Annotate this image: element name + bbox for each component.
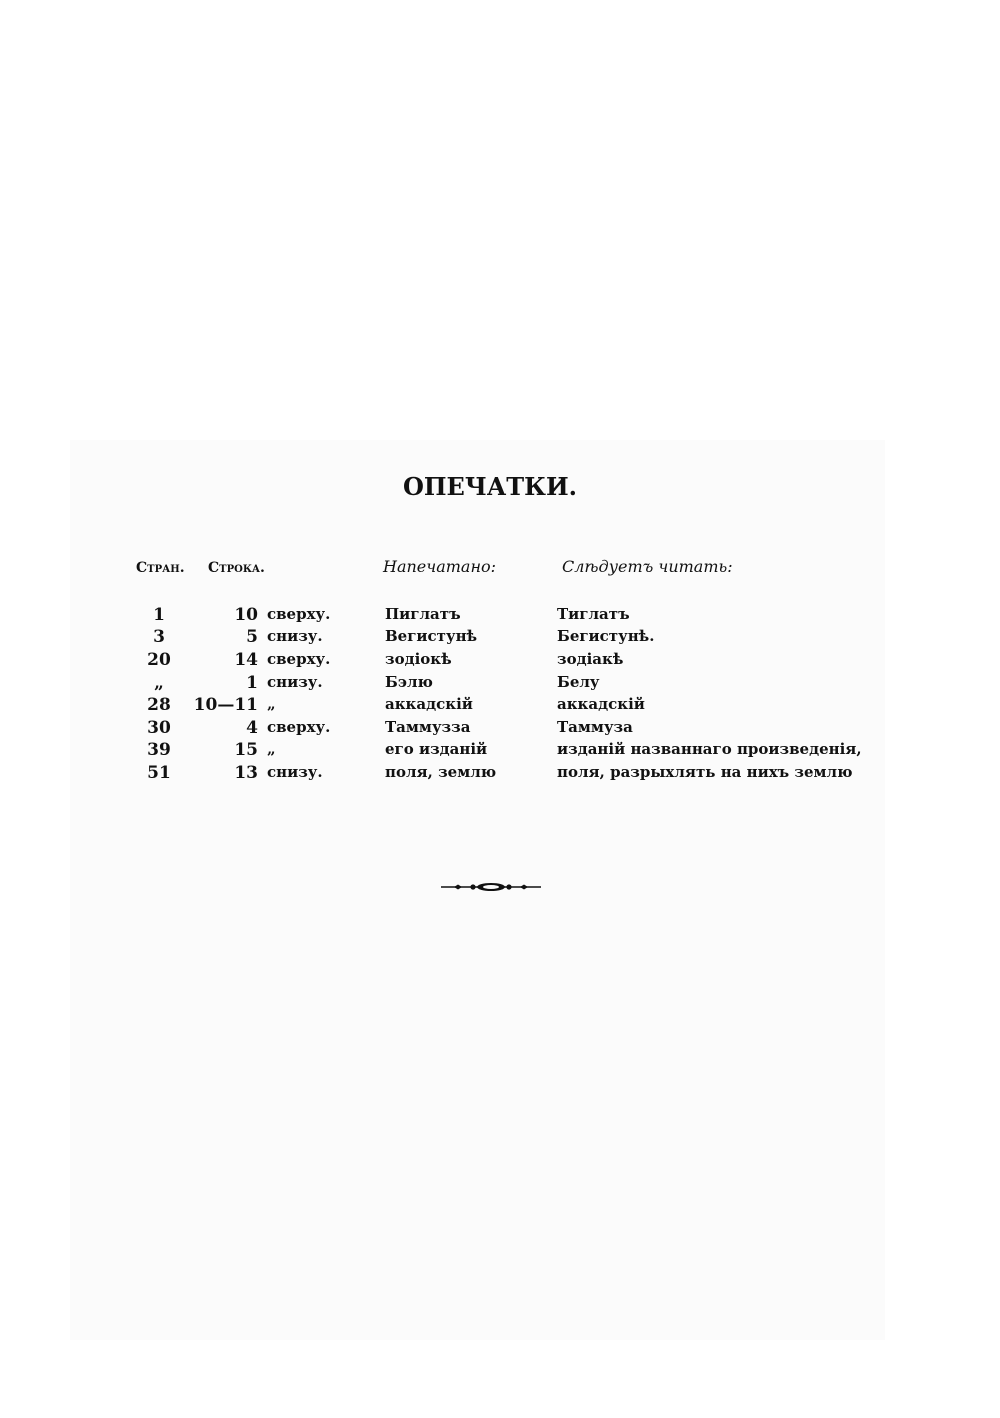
table-row [0,740,1000,762]
table-row [0,605,1000,627]
cell-line: 10 [234,605,258,625]
table-row [0,673,1000,695]
cell-direction: сверху. [267,650,331,668]
cell-correct: поля, разрыхлять на нихъ землю [557,763,853,781]
cell-line: 10—11 [193,695,258,715]
table-row [0,718,1000,740]
cell-page: 3 [153,627,165,647]
cell-direction: снизу. [267,627,323,645]
cell-correct: изданій названнаго произведенія, [557,740,862,758]
cell-line: 1 [246,673,258,693]
header-correct: Слѣдуетъ читать: [562,557,733,576]
cell-printed: Бэлю [385,673,433,691]
cell-direction: „ [267,695,276,713]
cell-direction: „ [267,740,276,758]
cell-page: 51 [147,763,171,783]
decorative-divider-ornament [440,880,542,894]
cell-printed: Таммузза [385,718,471,736]
table-row [0,627,1000,649]
cell-printed: Пиглатъ [385,605,461,623]
cell-line: 4 [246,718,258,738]
cell-correct: Тиглатъ [557,605,630,623]
cell-direction: сверху. [267,605,331,623]
cell-printed: Вегистунѣ [385,627,478,645]
cell-line: 14 [234,650,258,670]
cell-page: „ [154,673,164,693]
cell-line: 5 [246,627,258,647]
cell-correct: зодіакѣ [557,650,624,668]
cell-printed: его изданій [385,740,488,758]
cell-line: 13 [234,763,258,783]
header-page: Стран. [136,560,185,576]
cell-printed: аккадскій [385,695,473,713]
cell-page: 28 [147,695,171,715]
cell-direction: снизу. [267,763,323,781]
cell-correct: аккадскій [557,695,645,713]
cell-line: 15 [234,740,258,760]
cell-correct: Бегистунѣ. [557,627,655,645]
cell-page: 20 [147,650,171,670]
table-row [0,763,1000,785]
cell-direction: снизу. [267,673,323,691]
table-row [0,650,1000,672]
cell-page: 1 [153,605,165,625]
cell-correct: Таммуза [557,718,633,736]
table-row [0,695,1000,717]
cell-page: 30 [147,718,171,738]
cell-printed: поля, землю [385,763,497,781]
header-line: Строка. [208,560,265,576]
cell-direction: сверху. [267,718,331,736]
header-printed: Напечатано: [383,557,497,576]
cell-correct: Белу [557,673,600,691]
cell-printed: зодіокѣ [385,650,452,668]
cell-page: 39 [147,740,171,760]
errata-title: ОПЕЧАТКИ. [402,472,578,501]
